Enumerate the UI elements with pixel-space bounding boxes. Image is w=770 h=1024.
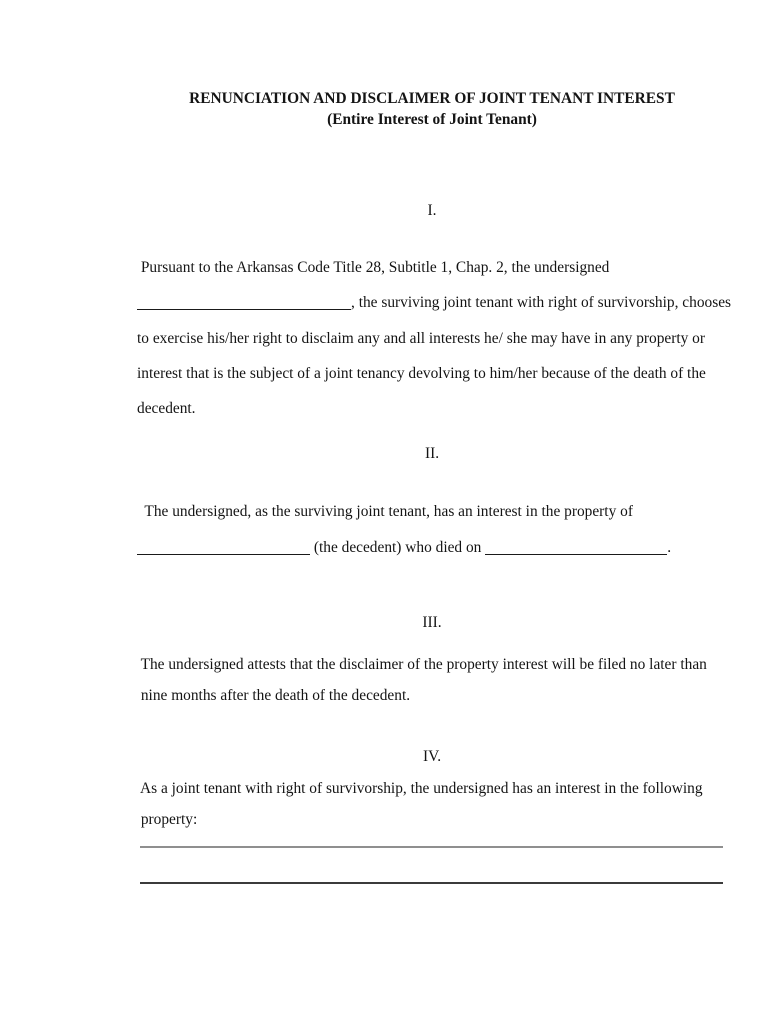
section-iv-paragraph [137,773,770,835]
fill-in-blank [485,550,667,555]
text-run: decedent. [137,400,196,418]
text-line [137,250,770,285]
property-entry-line-2 [140,882,723,884]
text-line [137,773,770,804]
text-line [137,321,770,356]
text-run: (the decedent) who died on [310,538,486,556]
document-title-line1: RENUNCIATION AND DISCLAIMER OF JOINT TENANT INTEREST [189,90,675,107]
section-heading-iii: III. [422,614,442,631]
text-run: , the surviving joint tenant with right of survivorship, chooses [351,294,732,312]
text-run: As a joint tenant with right of survivorship, the undersigned has an interest in the following [137,780,703,797]
text-run: Pursuant to the Arkansas Code Title 28, Subtitle 1, Chap. 2, the undersigned [137,259,610,276]
text-line [137,494,770,530]
text-line [137,530,770,566]
section-i-paragraph [137,250,770,426]
text-run: . [667,538,672,556]
text-line [137,804,770,835]
text-line [137,356,770,391]
section-ii-paragraph [137,494,770,565]
fill-in-blank [137,305,351,310]
text-run: nine months after the death of the decedent. [137,687,411,704]
text-line [137,285,770,320]
section-iii-paragraph [137,649,770,711]
document-title-line2: (Entire Interest of Joint Tenant) [327,111,537,128]
text-line [137,649,770,680]
section-heading-i: I. [427,202,437,219]
text-run: property: [137,811,198,828]
text-run: The undersigned attests that the disclaimer of the property interest will be filed no later than [137,656,707,673]
document-title [137,88,727,130]
text-line [137,391,770,426]
section-heading-ii: II. [424,445,440,462]
fill-in-blank [137,550,310,555]
section-heading-iv: IV. [422,748,442,765]
text-run: The undersigned, as the surviving joint tenant, has an interest in the property of [137,503,633,520]
text-run: interest that is the subject of a joint tenancy devolving to him/her because of the death of the [137,364,706,382]
text-run: to exercise his/her right to disclaim any and all interests he/ she may have in any property or [137,329,706,347]
property-entry-line-1 [140,846,723,848]
text-line [137,680,770,711]
